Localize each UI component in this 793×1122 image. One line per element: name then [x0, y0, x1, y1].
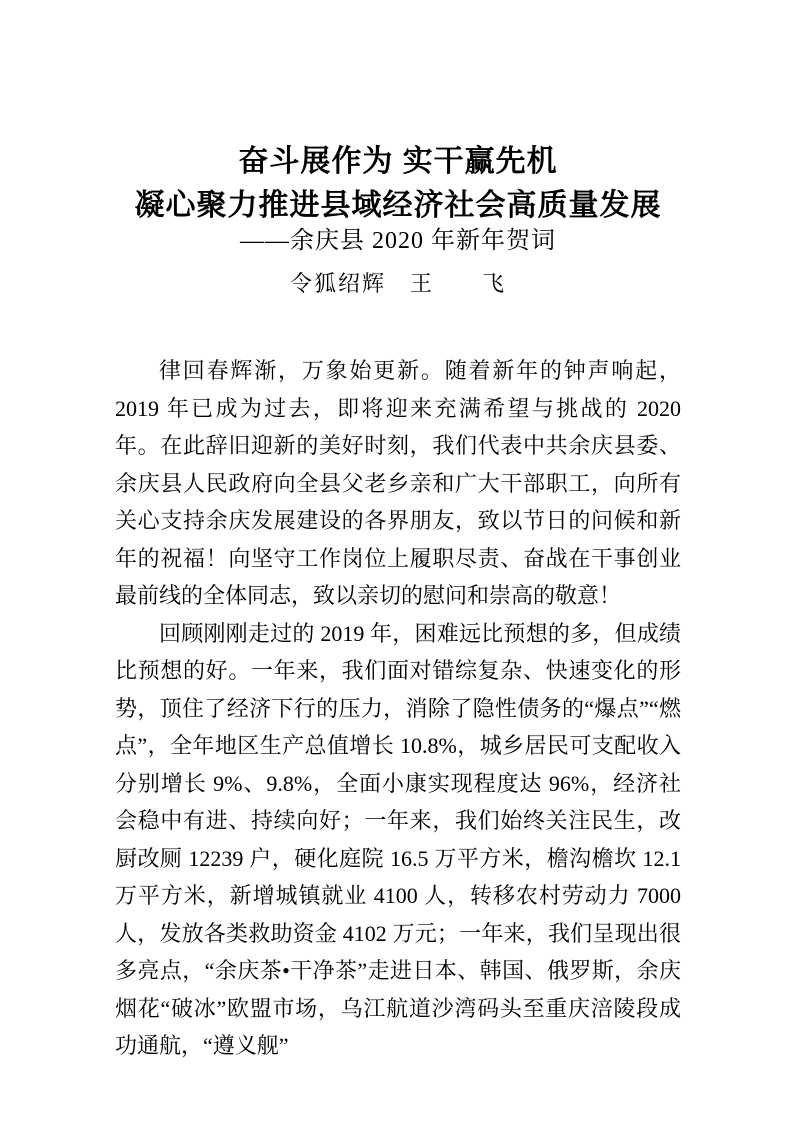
document-body: [115, 352, 681, 1065]
document-title: [115, 140, 681, 228]
title-line-2: 凝心聚力推进县域经济社会高质量发展: [134, 189, 662, 222]
paragraph-greeting: 律回春辉渐，万象始更新。随着新年的钟声响起，2019 年已成为过去，即将迎来充满希望与挑战的 2020 年。在此辞旧迎新的美好时刻，我们代表中共余庆县委、余庆县人民政府向全县父老乡亲和广大干部职工，向所有关心支持余庆发展建设的各界朋友，致以节日的问候和新年的祝福！向坚守工作岗位上履职尽责、奋战在干事创业最前线的全体同志，致以亲切的慰问和崇高的敬意！: [115, 358, 681, 608]
title-line-1: 奋斗展作为 实干赢先机: [238, 145, 558, 178]
document-subtitle: ——余庆县 2020 年新年贺词: [240, 228, 556, 254]
document-byline: 令狐绍辉 王 飞: [289, 271, 506, 296]
paragraph-review-2019: 回顾刚刚走过的 2019 年，困难远比预想的多，但成绩比预想的好。一年来，我们面对错综复杂、快速变化的形势，顶住了经济下行的压力，消除了隐性债务的“爆点”“燃点”，全年地区生产总值增长 10.8%，城乡居民可支配收入分别增长 9%、9.8%，全面小康实现程度达 96%，经济社会稳中有进、持续向好；一年来，我们始终关注民生，改厨改厕 12239 户，硬化庭院 16.5 万平方米，檐沟檐坎 12.1 万平方米，新增城镇就业 4100 人，转移农村劳动力 7000 人，发放各类救助资金 4102 万元；一年来，我们呈现出很多亮点，“余庆茶•干净茶”走进日本、韩国、俄罗斯，余庆烟花“破冰”欧盟市场，乌江航道沙湾码头至重庆涪陵段成功通航，“遵义舰”: [115, 620, 681, 1058]
